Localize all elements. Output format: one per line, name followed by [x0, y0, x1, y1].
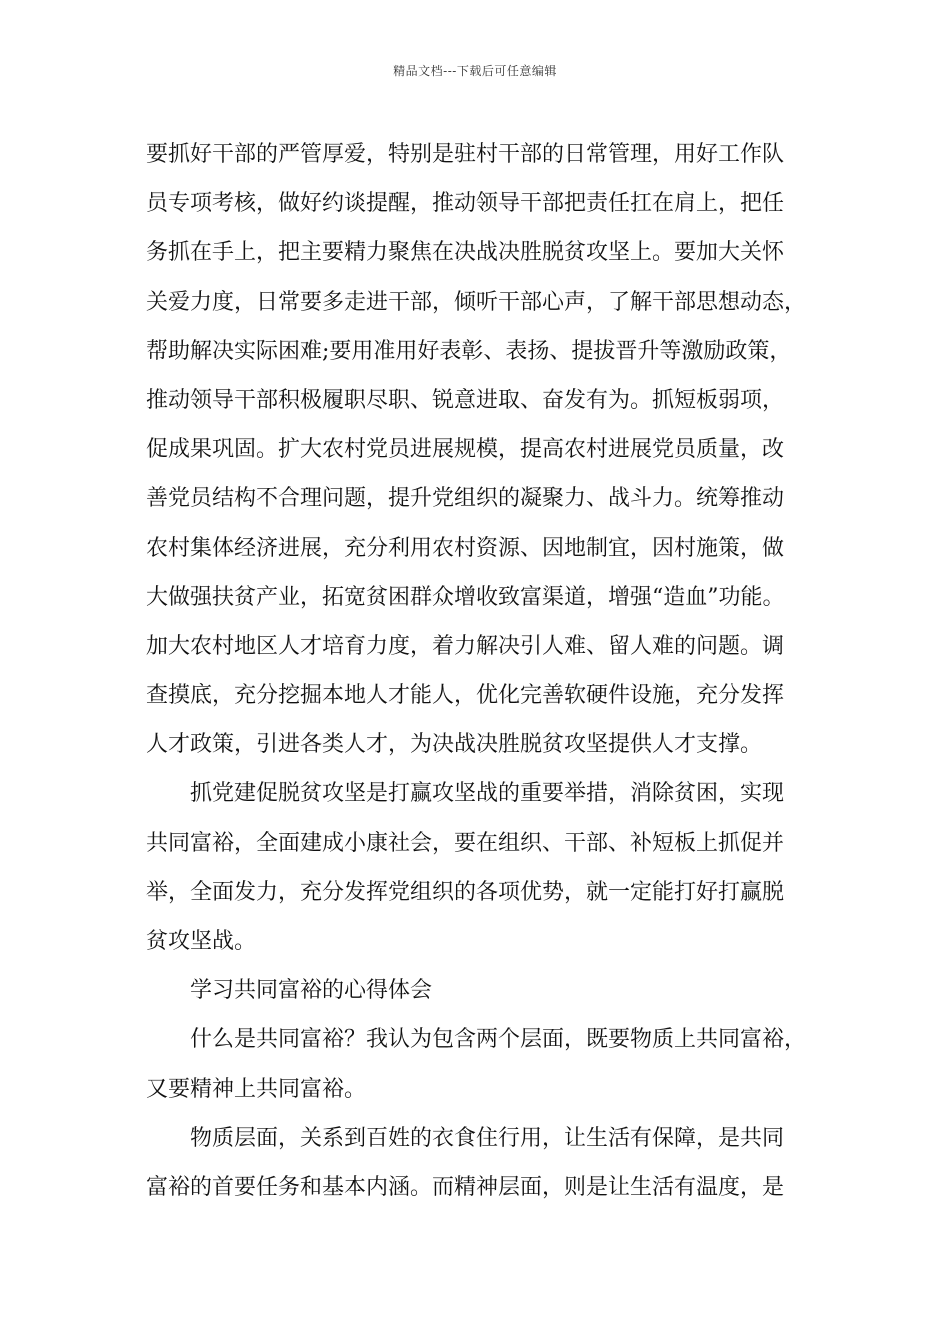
document-body: [146, 130, 816, 1212]
text-line: 共同富裕，全面建成小康社会，要在组织、干部、补短板上抓促并: [146, 830, 785, 856]
text-line: 务抓在手上，把主要精力聚焦在决战决胜脱贫攻坚上。要加大关怀: [146, 240, 785, 266]
text-line: 加大农村地区人才培育力度，着力解决引人难、留人难的问题。调: [146, 633, 785, 659]
text-line: 农村集体经济进展，充分利用农村资源、因地制宜，因村施策，做: [146, 535, 785, 561]
text-line: 推动领导干部积极履职尽职、锐意进取、奋发有为。抓短板弱项，: [146, 387, 785, 413]
text-line: 大做强扶贫产业，拓宽贫困群众增收致富渠道，增强“造血”功能。: [146, 584, 785, 610]
text-line: 物质层面，关系到百姓的衣食住行用，让生活有保障，是共同: [190, 1125, 785, 1151]
text-line: 富裕的首要任务和基本内涵。而精神层面，则是让生活有温度，是: [146, 1174, 785, 1200]
text-line: 举，全面发力，充分发挥党组织的各项优势，就一定能打好打赢脱: [146, 879, 785, 905]
text-line: 善党员结构不合理问题，提升党组织的凝聚力、战斗力。统筹推动: [146, 486, 785, 512]
text-line: 人才政策，引进各类人才，为决战决胜脱贫攻坚提供人才支撑。: [146, 732, 763, 758]
text-line: 学习共同富裕的心得体会: [190, 978, 433, 1004]
page-header: 精品文档---下载后可任意编辑: [393, 64, 557, 78]
text-line: 抓党建促脱贫攻坚是打赢攻坚战的重要举措，消除贫困，实现: [190, 781, 785, 807]
text-line: 又要精神上共同富裕。: [146, 1076, 367, 1102]
text-line: 帮助解决实际困难;要用准用好表彰、表扬、提拔晋升等激励政策，: [146, 338, 792, 364]
text-line: 关爱力度，日常要多走进干部，倾听干部心声，了解干部思想动态，: [146, 289, 807, 315]
text-line: 要抓好干部的严管厚爱，特别是驻村干部的日常管理，用好工作队: [146, 142, 785, 167]
text-line: 贫攻坚战。: [146, 929, 257, 954]
text-line: 促成果巩固。扩大农村党员进展规模，提高农村进展党员质量，改: [146, 437, 785, 463]
text-line: 查摸底，充分挖掘本地人才能人，优化完善软硬件设施，充分发挥: [146, 683, 785, 709]
text-line: 什么是共同富裕？我认为包含两个层面，既要物质上共同富裕，: [190, 1027, 807, 1053]
text-line: 员专项考核，做好约谈提醒，推动领导干部把责任扛在肩上，把任: [146, 191, 785, 217]
